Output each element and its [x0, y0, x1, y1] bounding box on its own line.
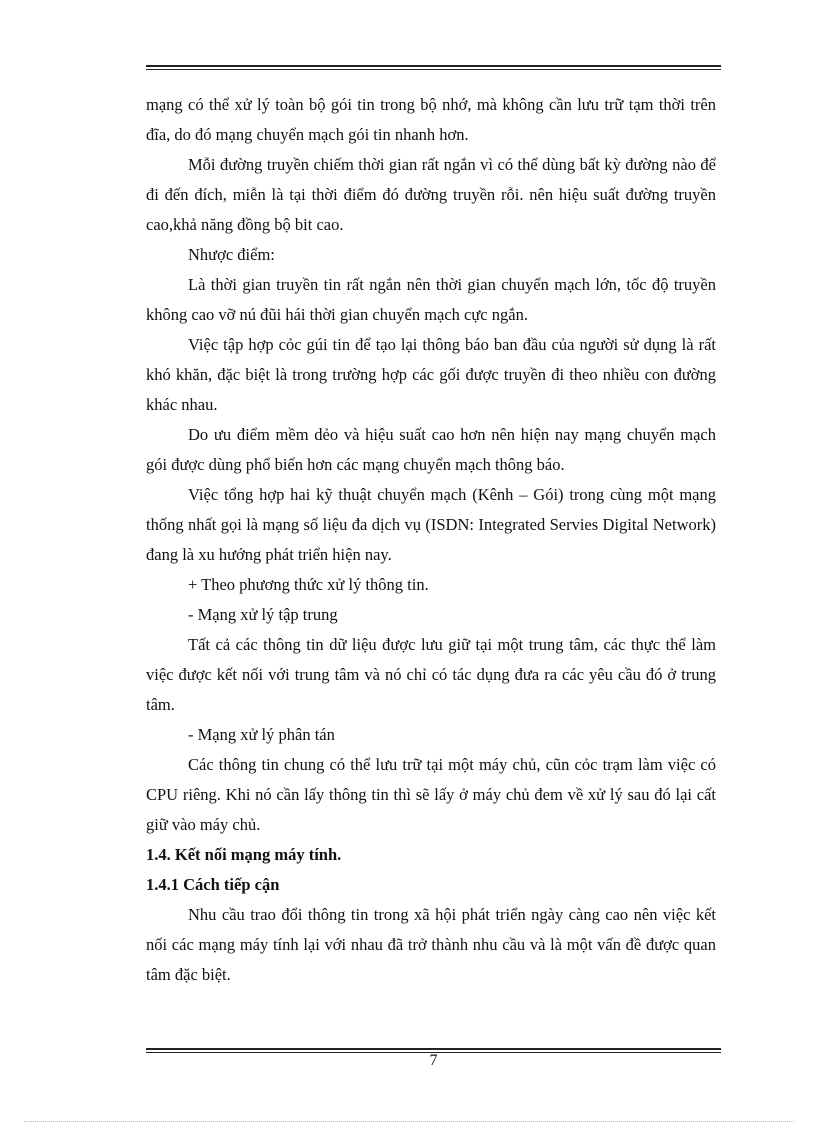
paragraph-centralized: Tất cả các thông tin dữ liệu được lưu giữ tại một trung tâm, các thực thể làm việc được kết nối với trung tâm và nó chỉ có tác dụng đưa ra các yêu cầu đó ở trung tâm. [146, 635, 716, 714]
paragraph-distributed: Các thông tin chung có thể lưu trữ tại một máy chủ, cũn cỏc trạm làm việc có CPU riêng. Khi nó cần lấy thông tin thì sẽ lấy ở máy chủ đem về xử lý sau đó lại cất giữ vào máy chủ. [146, 755, 716, 834]
heading-section-1-4-1: 1.4.1 Cách tiếp cận [146, 875, 280, 894]
paragraph-flexibility: Do ưu điểm mềm dẻo và hiệu suất cao hơn nên hiện nay mạng chuyển mạch gói được dùng phổ biến hơn các mạng chuyển mạch thông báo. [146, 425, 716, 474]
paragraph-distributed-label: - Mạng xử lý phân tán [188, 725, 335, 744]
page-number: 7 [429, 1052, 438, 1069]
paragraph-disadvantages-label: Nhược điểm: [188, 245, 275, 264]
header-double-rule [146, 65, 721, 70]
paragraph-transmission-line: Mỗi đường truyền chiếm thời gian rất ngắn vì có thể dùng bất kỳ đường nào để đi đến đích, miễn là tại thời điểm đó đường truyền rỗi. nên hiệu suất đường truyền cao,khả năng đồng bộ bit cao. [146, 155, 716, 234]
paragraph-processing-method: + Theo phương thức xử lý thông tin. [188, 575, 429, 594]
paragraph-isdn: Việc tổng hợp hai kỹ thuật chuyển mạch (Kênh – Gói) trong cùng một mạng thống nhất gọi là mạng số liệu đa dịch vụ (ISDN: Integrated Servies Digital Network) đang là xu hướng phát triển hiện nay. [146, 485, 716, 564]
paragraph-packet-reassembly: Việc tập hợp cỏc gúi tin để tạo lại thông báo ban đầu của người sử dụng là rất khó khăn, đặc biệt là trong trường hợp các gối được truyền đi theo nhiều con đường khác nhau. [146, 335, 716, 414]
heading-section-1-4: 1.4. Kết nối mạng máy tính. [146, 845, 342, 864]
paragraph-approach: Nhu cầu trao đổi thông tin trong xã hội phát triển ngày càng cao nên việc kết nối các mạng máy tính lại với nhau đã trở thành nhu cầu và là một vấn đề được quan tâm đặc biệt. [146, 905, 716, 984]
document-body [146, 90, 716, 990]
page-bottom-dotted-border [24, 1121, 794, 1122]
paragraph-continuation: mạng có thể xử lý toàn bộ gói tin trong bộ nhớ, mà không cần lưu trữ tạm thời trên đĩa, do đó mạng chuyển mạch gói tin nhanh hơn. [146, 95, 716, 144]
paragraph-centralized-label: - Mạng xử lý tập trung [188, 605, 338, 624]
paragraph-disadvantage-time: Là thời gian truyền tin rất ngắn nên thời gian chuyển mạch lớn, tốc độ truyền không cao vỡ nú đũi hái thời gian chuyển mạch cực ngắn. [146, 275, 716, 324]
